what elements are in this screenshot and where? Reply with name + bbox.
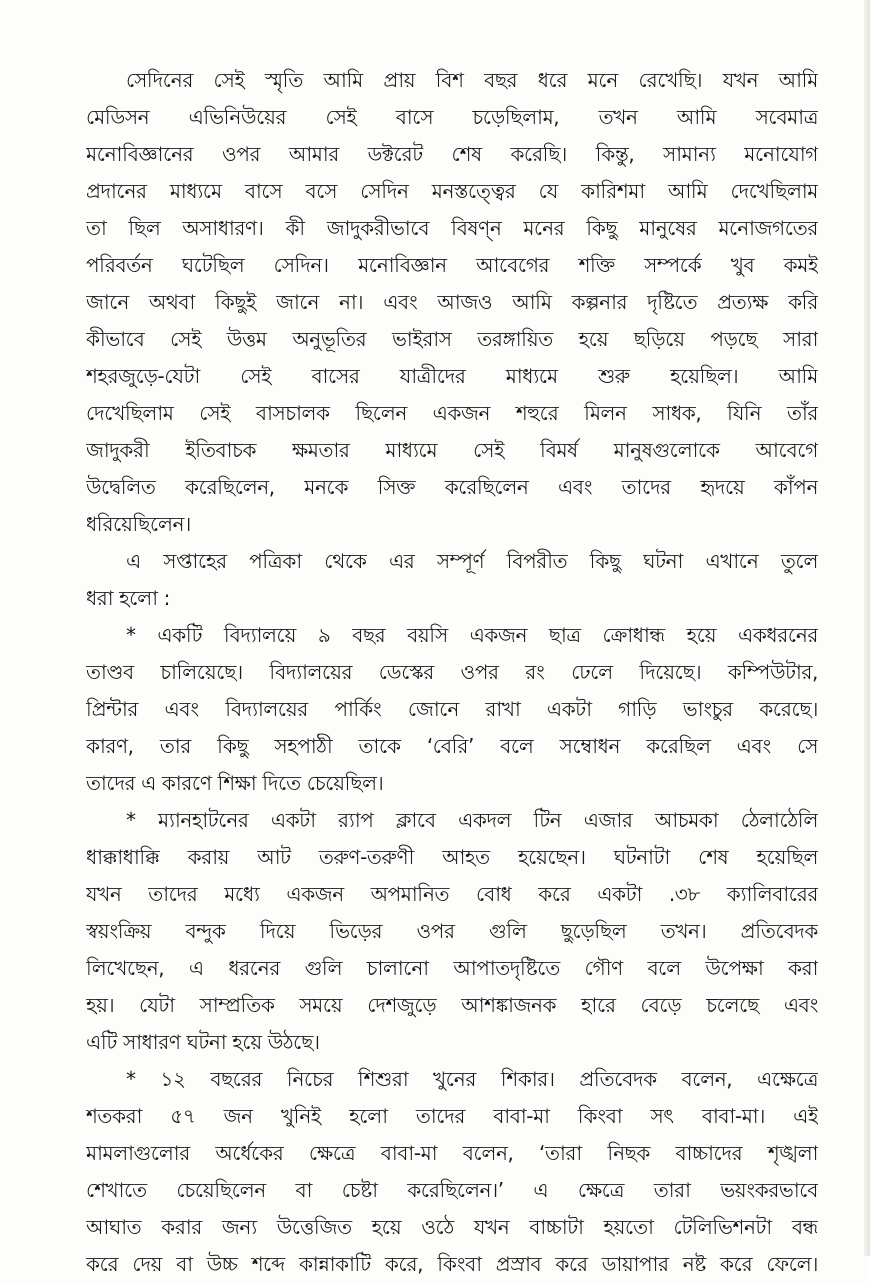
text-line-23: যখন তাদের মধ্যে একজন অপমানিত বোধ করে একটা .৩৮ ক্যালিবারের <box>86 882 818 906</box>
text-line-13: ধরিয়েছিলেন। <box>86 512 191 536</box>
text-line-24: স্বয়ংক্রিয় বন্দুক দিয়ে ভিড়ের ওপর গুলি ছুড়েছিল তখন। প্রতিবেদক <box>86 919 818 943</box>
text-line-11: জাদুকরী ইতিবাচক ক্ষমতার মাধ্যমে সেই বিমর্ষ মানুষগুলোকে আবেগে <box>86 438 818 462</box>
text-line-4: প্রদানের মাধ্যমে বাসে বসে সেদিন মনস্তত্ত্বের যে কারিশমা আমি দেখেছিলাম <box>86 179 818 203</box>
text-line-6: পরিবর্তন ঘটেছিল সেদিন। মনোবিজ্ঞান আবেগের শক্তি সম্পর্কে খুব কমই <box>86 253 818 277</box>
text-line-17: তাণ্ডব চালিয়েছে। বিদ্যালয়ের ডেস্কের ওপর রং ঢেলে দিয়েছে। কম্পিউটার, <box>86 660 818 684</box>
page-edge <box>864 0 870 1256</box>
text-line-32: আঘাত করার জন্য উত্তেজিত হয়ে ওঠে যখন বাচ্চাটা হয়তো টেলিভিশনটা বন্ধ <box>86 1215 818 1239</box>
text-line-16: * একটি বিদ্যালয়ে ৯ বছর বয়সি একজন ছাত্র ক্রোধান্ধ হয়ে একধরনের <box>126 623 818 647</box>
text-line-3: মনোবিজ্ঞানের ওপর আমার ডক্টরেট শেষ করেছি। কিন্তু, সামান্য মনোযোগ <box>86 142 818 166</box>
text-line-28: * ১২ বছরের নিচের শিশুরা খুনের শিকার। প্রতিবেদক বলেন, এক্ষেত্রে <box>126 1067 818 1091</box>
book-page-text <box>86 60 818 1276</box>
text-line-27: এটি সাধারণ ঘটনা হয়ে উঠছে। <box>86 1030 320 1054</box>
text-line-33: করে দেয় বা উচ্চ শব্দে কান্নাকাটি করে, কিংবা প্রস্রাব করে ডায়াপার নষ্ট করে ফেলে। <box>86 1252 818 1276</box>
text-line-20: তাদের এ কারণে শিক্ষা দিতে চেয়েছিল। <box>86 771 384 795</box>
text-line-30: মামলাগুলোর অর্ধেকের ক্ষেত্রে বাবা-মা বলেন, ‘তারা নিছক বাচ্চাদের শৃঙ্খলা <box>86 1141 818 1165</box>
text-line-5: তা ছিল অসাধারণ। কী জাদুকরীভাবে বিষণ্ন মনের কিছু মানুষের মনোজগতের <box>86 216 818 240</box>
text-line-29: শতকরা ৫৭ জন খুনিই হলো তাদের বাবা-মা কিংবা সৎ বাবা-মা। এই <box>86 1104 818 1128</box>
text-line-9: শহরজুড়ে-যেটা সেই বাসের যাত্রীদের মাধ্যমে শুরু হয়েছিল। আমি <box>86 364 818 388</box>
text-line-21: * ম্যানহাটনের একটা র‍্যাপ ক্লাবে একদল টিন এজার আচমকা ঠেলাঠেলি <box>126 808 818 832</box>
text-line-19: কারণ, তার কিছু সহপাঠী তাকে ‘বেরি’ বলে সম্বোধন করেছিল এবং সে <box>86 734 818 758</box>
text-line-18: প্রিন্টার এবং বিদ্যালয়ের পার্কিং জোনে রাখা একটা গাড়ি ভাংচুর করেছে। <box>86 697 818 721</box>
text-line-10: দেখেছিলাম সেই বাসচালক ছিলেন একজন শহুরে মিলন সাধক, যিনি তাঁর <box>86 401 818 425</box>
text-line-7: জানে অথবা কিছুই জানে না। এবং আজও আমি কল্পনার দৃষ্টিতে প্রত্যক্ষ করি <box>86 290 818 314</box>
text-line-8: কীভাবে সেই উত্তম অনুভূতির ভাইরাস তরঙ্গায়িত হয়ে ছড়িয়ে পড়ছে সারা <box>86 327 818 351</box>
text-line-26: হয়। যেটা সাম্প্রতিক সময়ে দেশজুড়ে আশঙ্কাজনক হারে বেড়ে চলেছে এবং <box>86 993 818 1017</box>
text-line-2: মেডিসন এভিনিউয়ের সেই বাসে চড়েছিলাম, তখন আমি সবেমাত্র <box>86 105 818 129</box>
text-line-25: লিখেছেন, এ ধরনের গুলি চালানো আপাতদৃষ্টিতে গৌণ বলে উপেক্ষা করা <box>86 956 818 980</box>
text-line-22: ধাক্কাধাক্কি করায় আট তরুণ-তরুণী আহত হয়েছেন। ঘটনাটা শেষ হয়েছিল <box>86 845 818 869</box>
text-line-15: ধরা হলো : <box>86 586 170 610</box>
text-line-14: এ সপ্তাহের পত্রিকা থেকে এর সম্পূর্ণ বিপরীত কিছু ঘটনা এখানে তুলে <box>126 549 818 573</box>
text-line-1: সেদিনের সেই স্মৃতি আমি প্রায় বিশ বছর ধরে মনে রেখেছি। যখন আমি <box>126 68 818 92</box>
text-line-12: উদ্বেলিত করেছিলেন, মনকে সিক্ত করেছিলেন এবং তাদের হৃদয়ে কাঁপন <box>86 475 818 499</box>
text-line-31: শেখাতে চেয়েছিলেন বা চেষ্টা করেছিলেন।’ এ ক্ষেত্রে তারা ভয়ংকরভাবে <box>86 1178 818 1202</box>
